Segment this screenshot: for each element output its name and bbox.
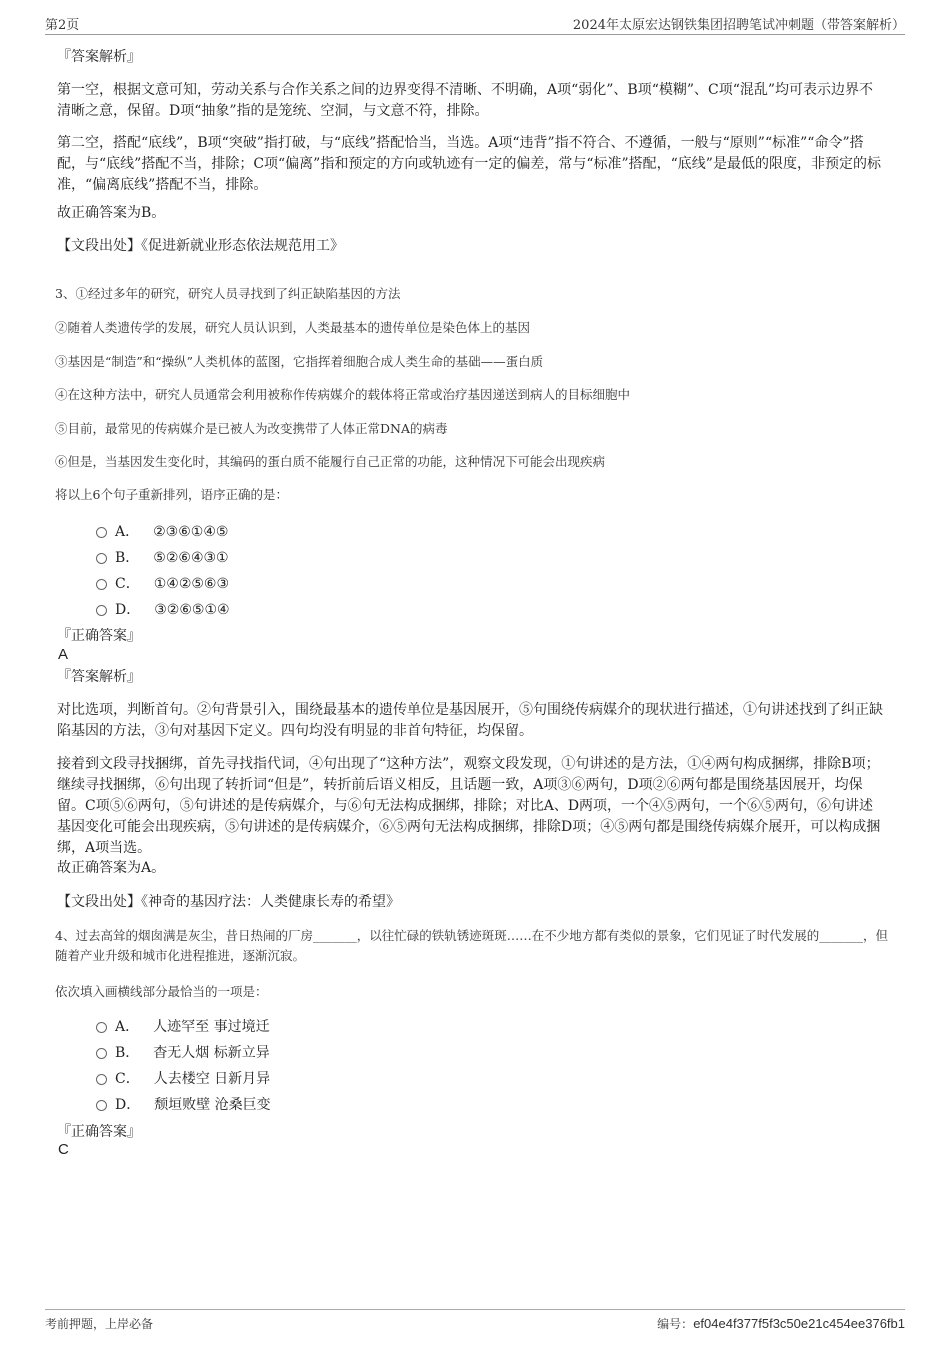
- document-title: 2024年太原宏达钢铁集团招聘笔试冲刺题（带答案解析）: [572, 18, 905, 33]
- radio-button-icon[interactable]: [96, 1100, 107, 1111]
- q2-analysis-para1: 第一空，根据文意可知，劳动关系与合作关系之间的边界变得不清晰、不明确，A项“弱化”、B项“模糊”、C项“混乱”均可表示边界不清晰之意，保留。D项“抽象”指的是笼统、空洞，与文意不符，排除。: [57, 82, 874, 119]
- q3-line-6: ⑥但是，当基因发生变化时，其编码的蛋白质不能履行自己正常的功能，这种情况下可能会出现疾病: [55, 454, 606, 469]
- q3-line-4: ④在这种方法中，研究人员通常会利用被称作传病媒介的载体将正常或治疗基因递送到病人的目标细胞中: [55, 387, 631, 402]
- q3-option-d[interactable]: D． ③②⑥⑤①④: [96, 600, 230, 620]
- q4-option-c[interactable]: C． 人去楼空 日新月异: [96, 1069, 270, 1089]
- q3-analysis-para2: 接着到文段寻找捆绑，首先寻找指代词，④句出现了“这种方法”，观察文段发现，①句讲述的是方法，①④两句构成捆绑，排除B项；继续寻找捆绑，⑥句出现了转折词“但是”，转折前后语义相反，且话题一致，A项③⑥两句，D项②⑥两句都是围绕基因展开，均保留。C项⑤⑥两句，⑤句讲述的是传病媒介，与⑥句无法构成捆绑，排除；对比A、D两项，一个④⑤两句，一个⑥⑤两句，⑥句讲述基因变化可能会出现疾病，⑤句讲述的是传病媒介，⑥⑤两句无法构成捆绑，排除D项；④⑤两句都是围绕传病媒介展开，可以构成捆绑，A项当选。: [57, 756, 881, 856]
- q3-prompt: 将以上6个句子重新排列，语序正确的是：: [55, 487, 288, 502]
- q3-line-2: ②随着人类遗传学的发展，研究人员认识到，人类最基本的遗传单位是染色体上的基因: [55, 320, 531, 335]
- q3-conclusion: 故正确答案为A。: [57, 860, 166, 876]
- q2-analysis-label: 『答案解析』: [57, 49, 141, 65]
- q4-option-b[interactable]: B． 杳无人烟 标新立异: [96, 1043, 270, 1063]
- q3-option-b[interactable]: B． ⑤②⑥④③①: [96, 548, 229, 568]
- page-footer: [45, 1309, 905, 1334]
- page-number: 第2页: [45, 18, 80, 33]
- radio-button-icon[interactable]: [96, 1022, 107, 1033]
- q3-answer-label: 『正确答案』: [57, 628, 141, 644]
- q3-option-a[interactable]: A． ②③⑥①④⑤: [96, 522, 228, 542]
- q3-line-1: 3、①经过多年的研究，研究人员寻找到了纠正缺陷基因的方法: [55, 286, 401, 301]
- q4-option-a[interactable]: A． 人迹罕至 事过境迁: [96, 1017, 270, 1037]
- radio-button-icon[interactable]: [96, 579, 107, 590]
- q4-stem: 4、过去高耸的烟囱满是灰尘，昔日热闹的厂房_______，以往忙碌的铁轨锈迹斑斑……在不少地方都有类似的景象，它们见证了时代发展的_______，但随着产业升级和城市化进程推进，逐渐沉寂。: [55, 928, 888, 963]
- page-header: [45, 14, 905, 35]
- radio-button-icon[interactable]: [96, 605, 107, 616]
- q2-source: 【文段出处】《促进新就业形态依法规范用工》: [57, 238, 344, 254]
- radio-button-icon[interactable]: [96, 1074, 107, 1085]
- q3-line-3: ③基因是“制造”和“操纵”人类机体的蓝图，它指挥着细胞合成人类生命的基础——蛋白质: [55, 354, 544, 369]
- radio-button-icon[interactable]: [96, 553, 107, 564]
- q4-option-d[interactable]: D． 颓垣败壁 沧桑巨变: [96, 1095, 271, 1115]
- q3-answer: A: [58, 646, 69, 663]
- q2-analysis-para2: 第二空，搭配“底线”，B项“突破”指打破，与“底线”搭配恰当，当选。A项“违背”指不符合、不遵循，一般与“原则”“标准”“命令”搭配，与“底线”搭配不当，排除；C项“偏离”指和预定的方向或轨迹有一定的偏差，常与“标准”搭配，“底线”是最低的限度，非预定的标准，“偏离底线”搭配不当，排除。: [57, 135, 881, 193]
- footer-slogan: 考前押题，上岸必备: [45, 1317, 154, 1331]
- q3-analysis-label: 『答案解析』: [57, 669, 141, 685]
- q3-line-5: ⑤目前，最常见的传病媒介是已被人为改变携带了人体正常DNA的病毒: [55, 421, 448, 436]
- q4-answer: C: [58, 1141, 69, 1158]
- radio-button-icon[interactable]: [96, 527, 107, 538]
- radio-button-icon[interactable]: [96, 1048, 107, 1059]
- document-code: 编号：ef04e4f377f5f3c50e21c454ee376fb1: [657, 1316, 905, 1331]
- q2-conclusion: 故正确答案为B。: [57, 205, 166, 221]
- q3-analysis-para1: 对比选项，判断首句。②句背景引入，围绕最基本的遗传单位是基因展开，⑤句围绕传病媒介的现状进行描述，①句讲述找到了纠正缺陷基因的方法，③句对基因下定义。四句均没有明显的非首句特征，均保留。: [57, 702, 883, 739]
- q3-source: 【文段出处】《神奇的基因疗法：人类健康长寿的希望》: [57, 894, 400, 910]
- q4-prompt: 依次填入画横线部分最恰当的一项是：: [55, 984, 268, 999]
- q4-answer-label: 『正确答案』: [57, 1124, 141, 1140]
- q3-option-c[interactable]: C． ①④②⑤⑥③: [96, 574, 229, 594]
